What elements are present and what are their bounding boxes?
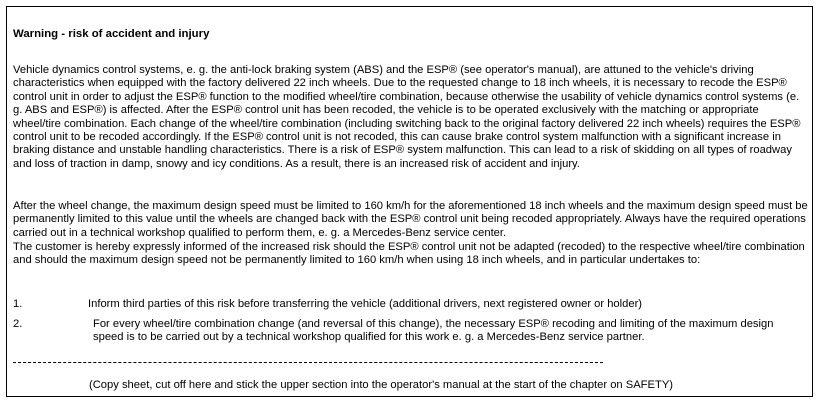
warning-document: [6, 6, 813, 397]
cut-line: [13, 362, 603, 363]
paragraph-esp-recoding: Vehicle dynamics control systems, e. g. the anti-lock braking system (ABS) and the ESP® (see operator's manual), are attuned to the vehicle's driving characteristics when equipped with the factory delivered 22 inch wheels. Due to the requested change to 18 inch wheels, it is necessary to recode the ESP® control unit in order to adjust the ESP® function to the modified wheel/tire combination, because otherwise the usability of vehicle dynamics control systems (e. g. ABS and ESP®) is affected. After the ESP® control unit has been recoded, the vehicle is to be operated exclusively with the matching or appropriate wheel/tire combination. Each change of the wheel/tire combination (including switching back to the original factory delivered 22 inch wheels) requires the ESP® control unit to be recoded accordingly. If the ESP® control unit is not recoded, this can cause brake control system malfunction with a significant increase in braking distance and unstable handling characteristics. There is a risk of ESP® system malfunction. This can lead to a risk of skidding on all types of roadway and loss of traction in damp, snowy and icy conditions. As a result, there is an increased risk of accident and injury.: [13, 64, 801, 170]
cut-instruction: (Copy sheet, cut off here and stick the upper section into the operator's manual at the start of the chapter on SAFETY): [89, 379, 674, 391]
list-item-number: 2.: [13, 318, 23, 330]
warning-heading: Warning - risk of accident and injury: [13, 28, 210, 40]
paragraph-speed-limit: After the wheel change, the maximum design speed must be limited to 160 km/h for the aforementioned 18 inch wheels and the maximum design speed must be permanently limited to this value until the wheels are changed back with the ESP® control unit being recoded appropriately. Always have the required operations carried out in a technical workshop qualified to perform them, e. g. a Mercedes-Benz service center.: [13, 200, 808, 239]
list-item-number: 1.: [13, 298, 23, 310]
list-item-text: Inform third parties of this risk before transferring the vehicle (additional drivers, next registered owner or holder): [88, 298, 643, 310]
paragraph-customer-informed: The customer is hereby expressly informed of the increased risk should the ESP® control unit not be adapted (recoded) to the respective wheel/tire combination and should the maximum design speed not be permanently limited to 160 km/h when using 18 inch wheels, and in particular undertakes to:: [13, 241, 805, 267]
list-item-text: For every wheel/tire combination change (and reversal of this change), the necessary ESP® recoding and limiting of the maximum design speed is to be carried out by a technical workshop qualified for this work e. g. a Mercedes-Benz service partner.: [93, 318, 774, 344]
